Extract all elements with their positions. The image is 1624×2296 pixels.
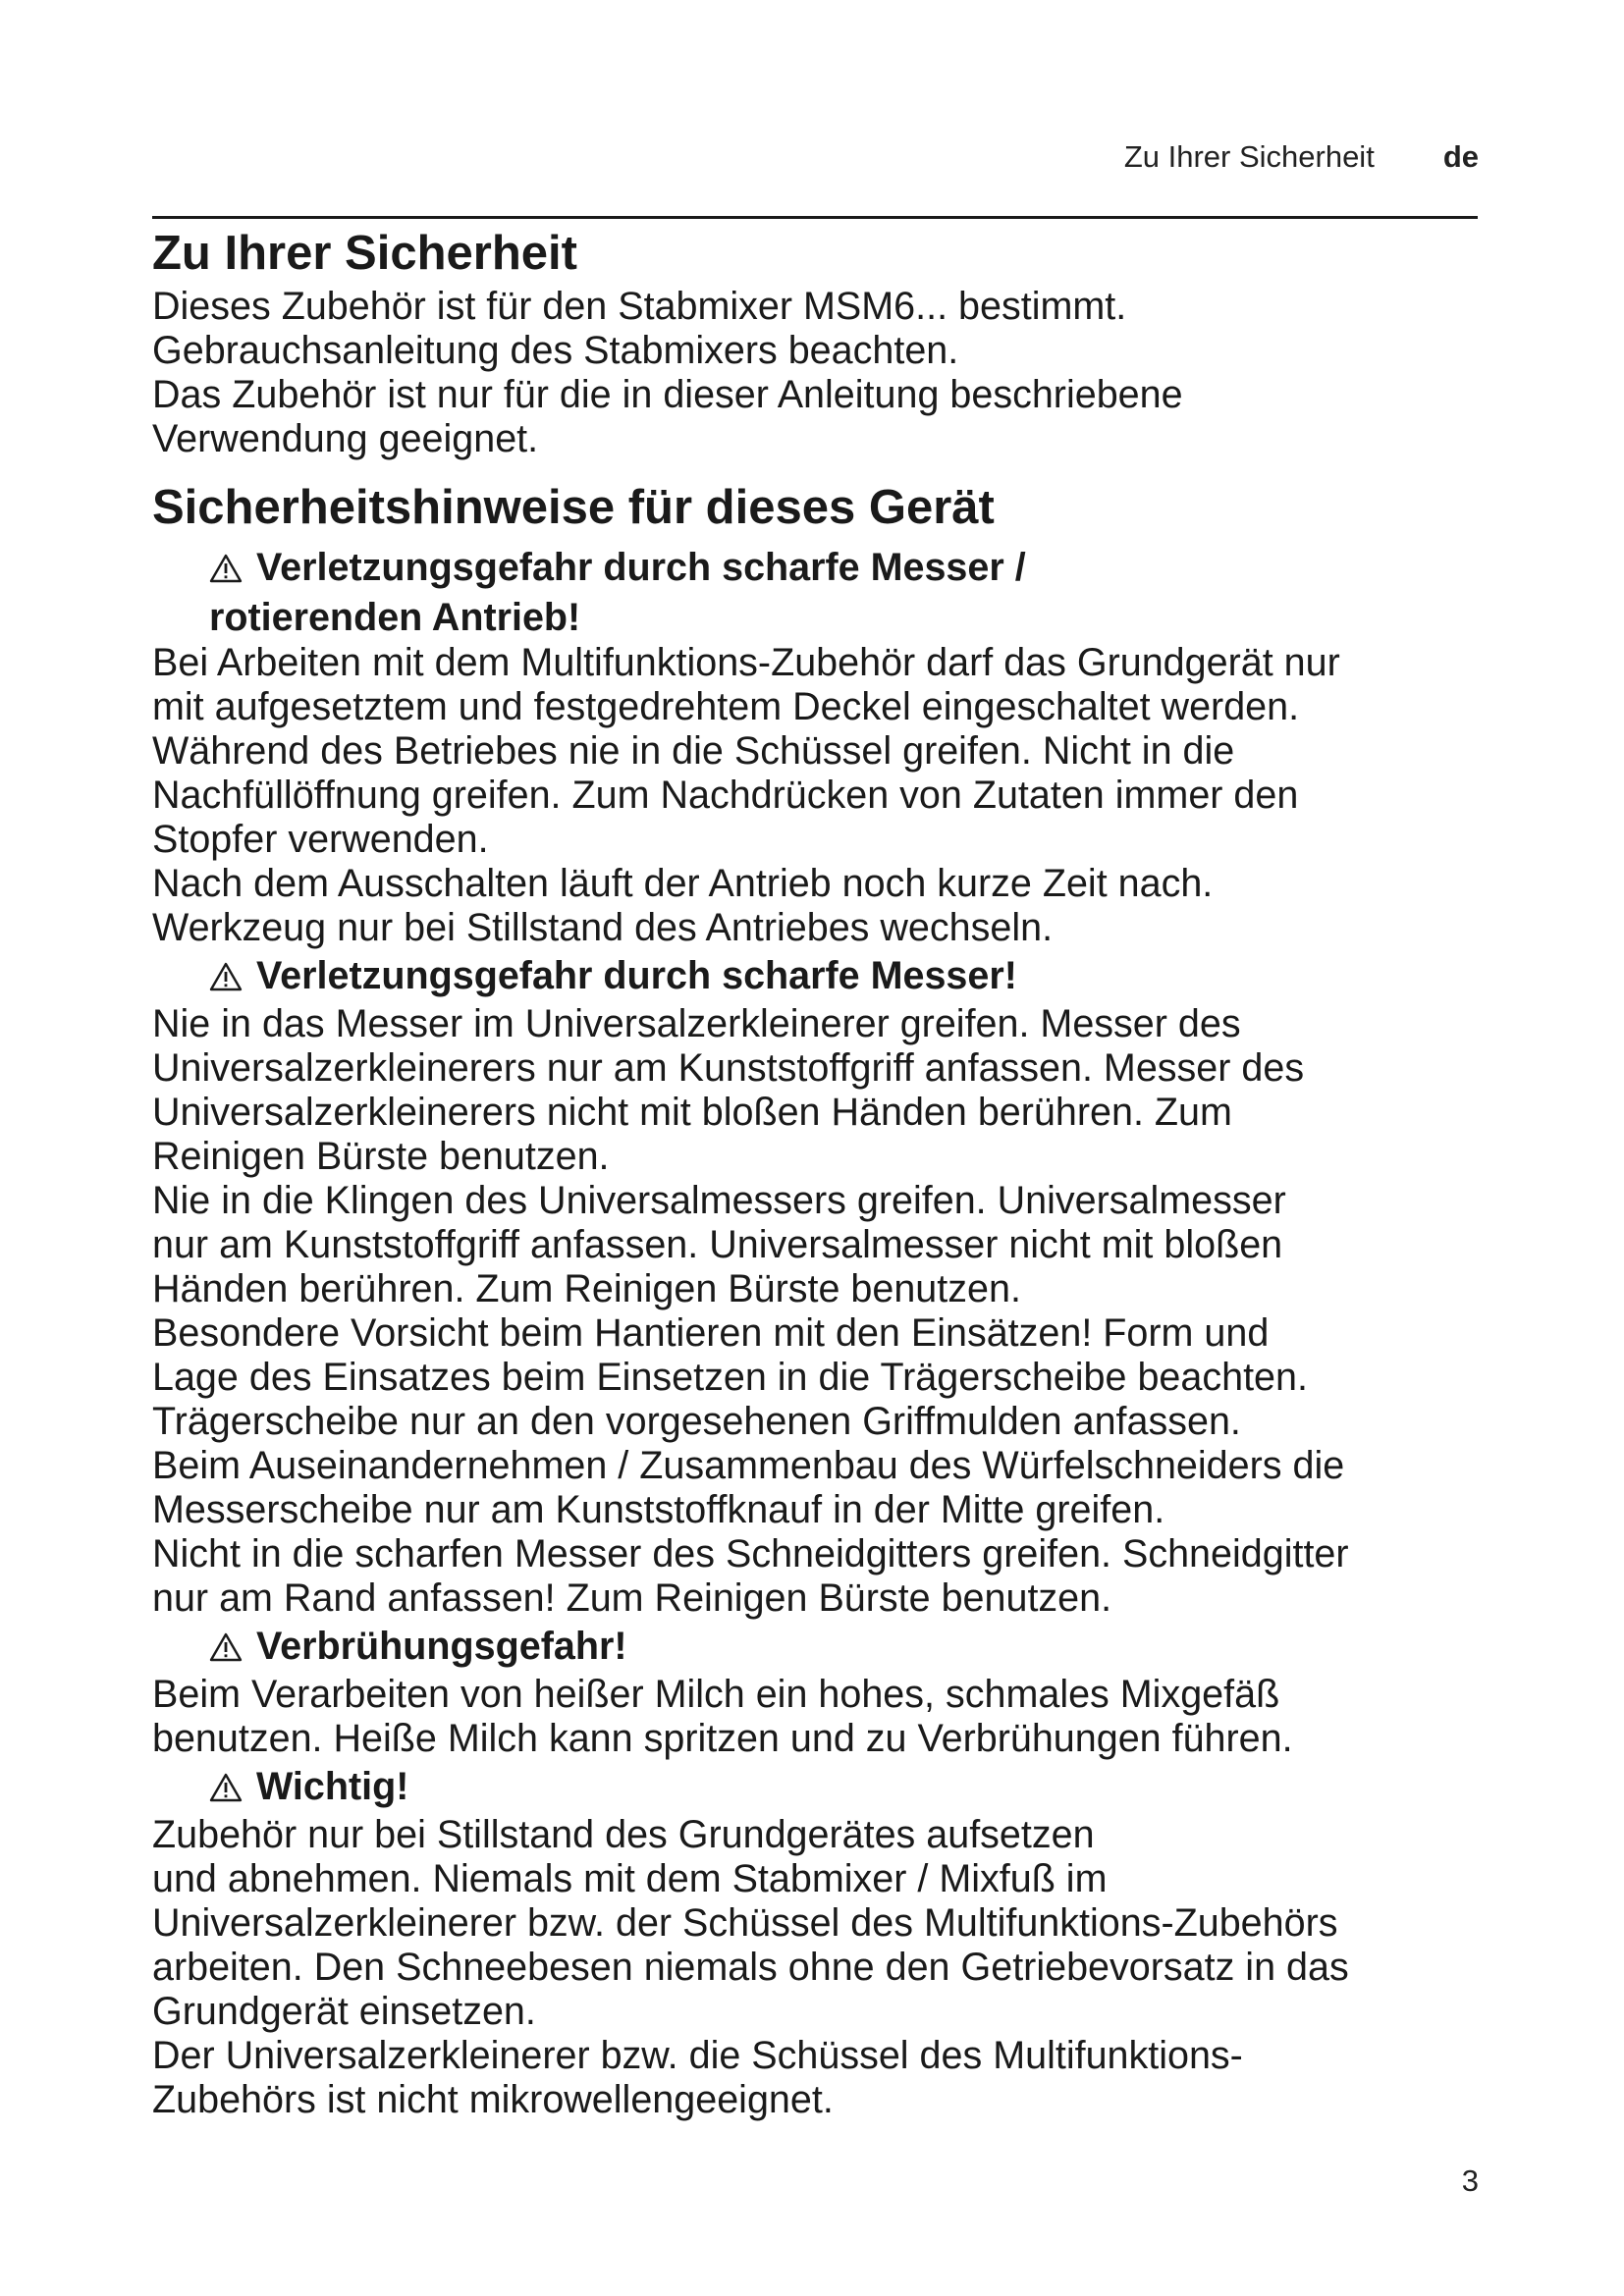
warning-body-line: nur am Kunststoffgriff anfassen. Universalmesser nicht mit bloßen [152, 1223, 1283, 1266]
intro-line: Das Zubehör ist nur für die in dieser Anleitung beschriebene [152, 373, 1183, 416]
warning-heading-text: Verbrühungsgefahr! [256, 1625, 627, 1668]
warning-heading [152, 1623, 1478, 1673]
warning-body-line: arbeiten. Den Schneebesen niemals ohne den Getriebevorsatz in das [152, 1946, 1349, 1989]
warning-body-line: Messerscheibe nur am Kunststoffknauf in der Mitte greifen. [152, 1488, 1165, 1531]
warning-triangle-icon [209, 1766, 243, 1813]
page-title: Zu Ihrer Sicherheit [152, 227, 577, 280]
warning-body-line: Nach dem Ausschalten läuft der Antrieb noch kurze Zeit nach. [152, 862, 1214, 905]
header-language-code: de [1442, 139, 1479, 174]
warning-heading-text: Verletzungsgefahr durch scharfe Messer / [256, 546, 1026, 589]
warning-block [152, 952, 1478, 1621]
warning-body-line: Der Universalzerkleinerer bzw. die Schüssel des Multifunktions- [152, 2034, 1243, 2077]
warning-heading [152, 952, 1478, 1002]
warning-body-line: Beim Auseinandernehmen / Zusammenbau des Würfelschneiders die [152, 1444, 1345, 1487]
warning-body-line: Reinigen Bürste benutzen. [152, 1135, 610, 1178]
intro-paragraph [152, 285, 1478, 461]
warning-body-line: und abnehmen. Niemals mit dem Stabmixer / Mixfuß im [152, 1857, 1108, 1900]
intro-line: Dieses Zubehör ist für den Stabmixer MSM6... bestimmt. [152, 285, 1127, 328]
warning-body-line: benutzen. Heiße Milch kann spritzen und zu Verbrühungen führen. [152, 1717, 1293, 1760]
warning-triangle-icon [209, 955, 243, 1002]
page-content [152, 222, 1478, 2124]
warning-triangle-icon [209, 1626, 243, 1673]
warning-body-line: Lage des Einsatzes beim Einsetzen in die Trägerscheibe beachten. [152, 1356, 1308, 1399]
warning-body-line: Beim Verarbeiten von heißer Milch ein hohes, schmales Mixgefäß [152, 1673, 1280, 1716]
warning-heading [152, 1763, 1478, 1813]
warning-body-line: Händen berühren. Zum Reinigen Bürste benutzen. [152, 1267, 1021, 1310]
intro-line: Gebrauchsanleitung des Stabmixers beachten. [152, 329, 959, 372]
warning-body-line: Stopfer verwenden. [152, 818, 489, 861]
warning-body-line: Werkzeug nur bei Stillstand des Antriebes wechseln. [152, 906, 1054, 949]
warning-block [152, 544, 1478, 950]
warning-heading-text: Verletzungsgefahr durch scharfe Messer! [256, 954, 1017, 997]
warning-heading-text: Wichtig! [256, 1765, 409, 1808]
warning-heading [152, 544, 1478, 641]
warning-heading-text: rotierenden Antrieb! [209, 596, 581, 639]
warning-body-line: Nachfüllöffnung greifen. Zum Nachdrücken von Zutaten immer den [152, 774, 1299, 817]
warning-body-line: Bei Arbeiten mit dem Multifunktions-Zubehör darf das Grundgerät nur [152, 641, 1340, 684]
warning-body-line: Besondere Vorsicht beim Hantieren mit den Einsätzen! Form und [152, 1311, 1270, 1355]
warnings-list [152, 544, 1478, 2122]
warning-triangle-icon [209, 547, 243, 594]
warning-body-line: Grundgerät einsetzen. [152, 1990, 536, 2033]
warning-body-line: Zubehör nur bei Stillstand des Grundgerätes aufsetzen [152, 1813, 1095, 1856]
header-section-title: Zu Ihrer Sicherheit [1123, 139, 1375, 174]
warning-body-line: Während des Betriebes nie in die Schüssel greifen. Nicht in die [152, 729, 1235, 773]
warning-body-line: Trägerscheibe nur an den vorgesehenen Griffmulden anfassen. [152, 1400, 1241, 1443]
warning-body-line: Nie in das Messer im Universalzerkleinerer greifen. Messer des [152, 1002, 1241, 1045]
warning-block [152, 1763, 1478, 2122]
warning-body-line: Universalzerkleinerer bzw. der Schüssel des Multifunktions-Zubehörs [152, 1901, 1338, 1945]
warning-body-line: Nicht in die scharfen Messer des Schneidgitters greifen. Schneidgitter [152, 1532, 1349, 1575]
header-divider [152, 216, 1478, 219]
warning-block [152, 1623, 1478, 1761]
warning-body-line: Nie in die Klingen des Universalmessers greifen. Universalmesser [152, 1179, 1286, 1222]
warning-body-line: Universalzerkleinerers nicht mit bloßen Händen berühren. Zum [152, 1091, 1232, 1134]
warning-body-line: nur am Rand anfassen! Zum Reinigen Bürste benutzen. [152, 1576, 1112, 1620]
warning-body-line: mit aufgesetztem und festgedrehtem Deckel eingeschaltet werden. [152, 685, 1300, 728]
warning-body-line: Zubehörs ist nicht mikrowellengeeignet. [152, 2078, 834, 2121]
running-header [1124, 139, 1479, 175]
warning-body-line: Universalzerkleinerers nur am Kunststoffgriff anfassen. Messer des [152, 1046, 1305, 1090]
intro-line: Verwendung geeignet. [152, 417, 539, 460]
page-number: 3 [1461, 2163, 1479, 2198]
section-title: Sicherheitshinweise für dieses Gerät [152, 481, 995, 534]
